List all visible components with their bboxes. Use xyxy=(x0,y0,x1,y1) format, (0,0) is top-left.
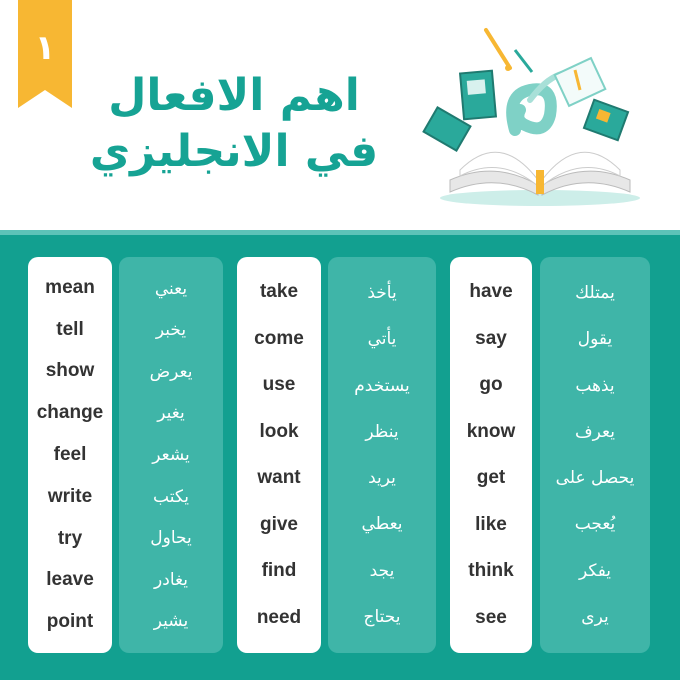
arabic-meaning: يذهب xyxy=(575,375,615,396)
arabic-meaning: يحتاج xyxy=(363,606,401,627)
english-verb: feel xyxy=(53,443,87,465)
arabic-meaning: يرى xyxy=(581,606,609,627)
english-verb: show xyxy=(45,360,95,382)
english-verb: take xyxy=(259,281,299,303)
arabic-meaning: يعني xyxy=(154,278,188,299)
english-verb: write xyxy=(47,485,93,507)
english-verb: think xyxy=(468,560,514,582)
english-card-group-1 xyxy=(28,257,112,653)
arabic-card-group-3 xyxy=(540,257,650,653)
english-verb: have xyxy=(469,281,513,303)
badge-number: ١ xyxy=(34,28,56,68)
english-verb: get xyxy=(476,467,506,489)
verbs-panel xyxy=(0,230,680,680)
english-verb: know xyxy=(466,420,516,442)
english-verb: leave xyxy=(46,569,94,591)
english-card-group-2 xyxy=(237,257,321,653)
arabic-meaning: يعطي xyxy=(361,514,403,535)
english-verb: look xyxy=(259,420,299,442)
english-verb: give xyxy=(259,513,299,535)
arabic-meaning: يحصل على xyxy=(555,468,635,489)
arabic-meaning: يعرض xyxy=(149,361,193,382)
arabic-meaning: يفكر xyxy=(578,560,612,581)
arabic-meaning: يأتي xyxy=(367,329,397,350)
english-verb: like xyxy=(475,513,507,535)
page-title xyxy=(74,68,394,180)
arabic-meaning: يعرف xyxy=(575,421,615,442)
english-verb: say xyxy=(475,327,507,349)
english-card-group-3 xyxy=(450,257,532,653)
arabic-meaning: يقول xyxy=(577,329,613,350)
english-verb: point xyxy=(46,611,94,633)
header xyxy=(0,0,680,230)
english-verb: mean xyxy=(45,276,95,298)
arabic-card-group-1 xyxy=(119,257,223,653)
english-verb: see xyxy=(475,606,507,628)
arabic-card-group-2 xyxy=(328,257,436,653)
arabic-meaning: يشعر xyxy=(152,444,190,465)
english-verb: find xyxy=(261,560,297,582)
arabic-meaning: يكتب xyxy=(153,486,189,507)
arabic-meaning: يمتلك xyxy=(575,283,615,304)
english-verb: tell xyxy=(56,318,84,340)
arabic-meaning: يشير xyxy=(153,611,189,632)
arabic-meaning: يستخدم xyxy=(354,375,410,396)
english-verb: use xyxy=(262,374,296,396)
arabic-meaning: يريد xyxy=(368,468,396,489)
arabic-meaning: يخبر xyxy=(155,320,187,341)
open-book-with-flying-books-icon xyxy=(420,20,660,210)
english-verb: want xyxy=(257,467,301,489)
arabic-meaning: ينظر xyxy=(365,421,399,442)
english-verb: come xyxy=(254,327,304,349)
panel-top-stripe xyxy=(0,230,680,235)
english-verb: try xyxy=(57,527,83,549)
title-line-1: اهم الافعال xyxy=(108,70,360,121)
arabic-meaning: يأخذ xyxy=(367,283,397,304)
title-line-2: في الانجليزي xyxy=(89,126,379,177)
arabic-meaning: يغادر xyxy=(154,569,188,590)
arabic-meaning: يحاول xyxy=(150,528,192,549)
arabic-meaning: يُعجب xyxy=(574,514,616,535)
arabic-meaning: يجد xyxy=(369,560,395,581)
english-verb: go xyxy=(479,374,503,396)
english-verb: change xyxy=(36,402,104,424)
english-verb: need xyxy=(256,606,302,628)
arabic-meaning: يغير xyxy=(157,403,185,424)
